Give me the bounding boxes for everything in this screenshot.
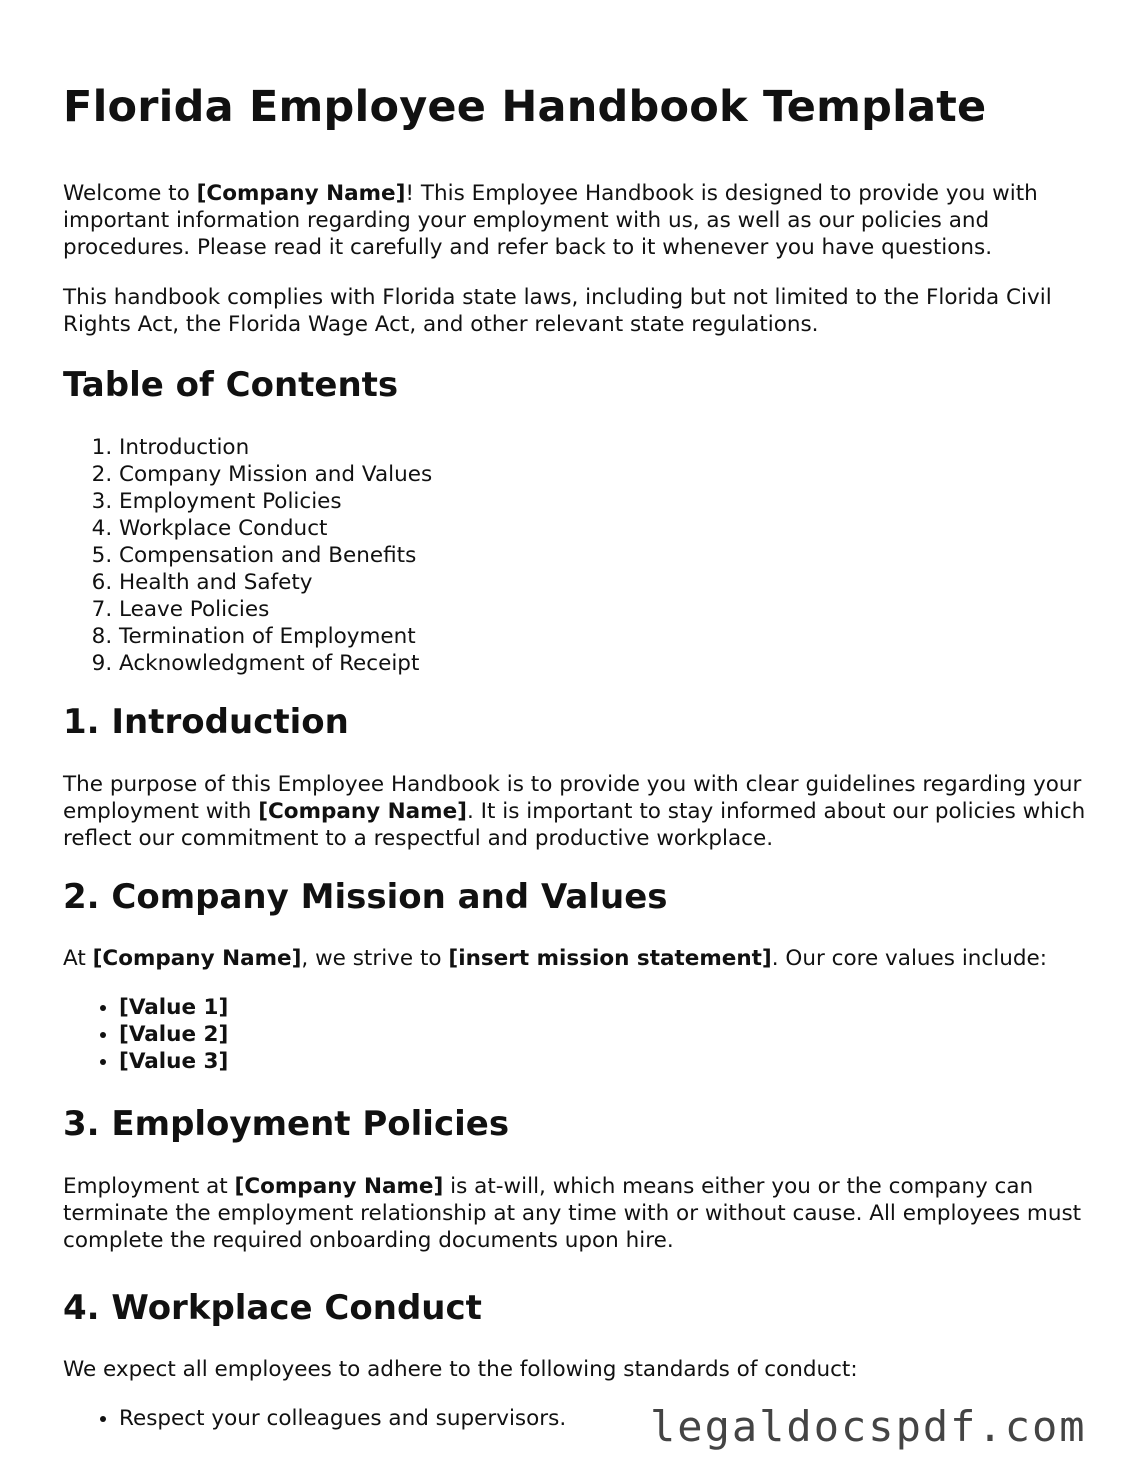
section-2-paragraph [63,945,1093,972]
section-1-heading: 1. Introduction [63,702,349,742]
text: ! This Employee Handbook is designed to provide you with important information regarding your employment with us, as well as our policies and procedures. Please read it carefully and refer back to it whenever you have questions. [63,181,1038,260]
text: Welcome to [63,181,197,206]
text: , we strive to [301,946,449,971]
section-3-paragraph [63,1173,1093,1254]
company-name-placeholder: [Company Name] [92,946,302,971]
toc-item: 6. Health and Safety [119,569,1093,596]
value-item: • [Value 1] [119,994,1093,1021]
toc-item: 5. Compensation and Benefits [119,542,1093,569]
text: Employment at [63,1174,235,1199]
section-1-paragraph [63,771,1093,852]
toc-item: 2. Company Mission and Values [119,461,1093,488]
company-name-placeholder: [Company Name] [234,1174,444,1199]
mission-placeholder: [insert mission statement] [448,946,772,971]
section-4-paragraph: We expect all employees to adhere to the following standards of conduct: [63,1357,858,1382]
watermark: legaldocspdf.com [650,1402,1087,1451]
values-list [63,994,1093,1075]
value-item: • [Value 2] [119,1021,1093,1048]
section-4-heading: 4. Workplace Conduct [63,1288,482,1328]
toc-heading: Table of Contents [63,365,399,405]
company-name-placeholder: [Company Name] [258,799,467,824]
text: . Our core values include: [771,946,1047,971]
toc-list [63,434,1093,677]
section-3-heading: 3. Employment Policies [63,1104,510,1144]
text: At [63,946,93,971]
toc-item: 7. Leave Policies [119,596,1093,623]
toc-item: 1. Introduction [119,434,1093,461]
conduct-item: • Respect your colleagues and supervisors. [119,1405,1093,1432]
value-item: • [Value 3] [119,1048,1093,1075]
text: is at-will, which means either you or the company can terminate the employment relationship at any time with or without cause. All employees must complete the required onboarding documents upon hire. [63,1174,1082,1253]
text: The purpose of this Employee Handbook is to provide you with clear guidelines regarding your employment with [63,772,1082,824]
toc-item: 3. Employment Policies [119,488,1093,515]
toc-item: 8. Termination of Employment [119,623,1093,650]
company-name-placeholder: [Company Name] [196,181,406,206]
section-2-heading: 2. Company Mission and Values [63,877,668,917]
intro-paragraph-2: This handbook complies with Florida state laws, including but not limited to the Florida Civil Rights Act, the Florida Wage Act, and other relevant state regulations. [63,285,1052,337]
toc-item: 4. Workplace Conduct [119,515,1093,542]
page-title: Florida Employee Handbook Template [63,82,987,132]
text: . It is important to stay informed about our policies which reflect our commitment to a respectful and productive workplace. [63,799,1086,851]
document-page [63,78,1093,1432]
intro-paragraph-1 [63,180,1093,261]
toc-item: 9. Acknowledgment of Receipt [119,650,1093,677]
